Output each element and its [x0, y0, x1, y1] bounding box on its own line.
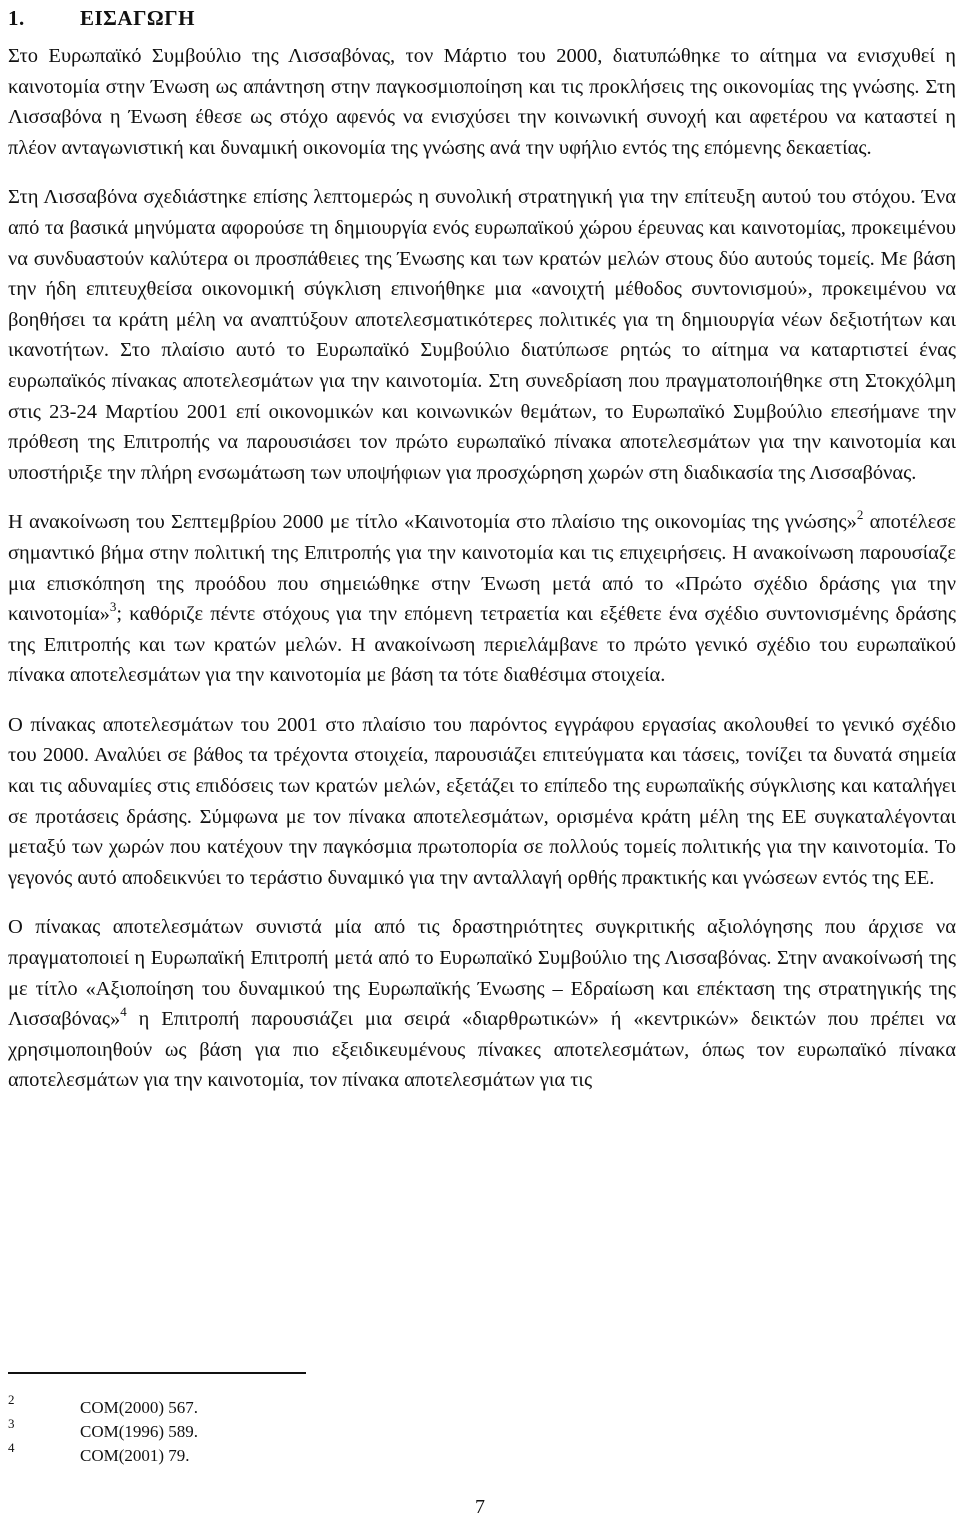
section-number: 1. — [8, 6, 25, 30]
paragraph-3-text-b: αποτέλεσε σημαντικό βήμα στην πολιτική της Επιτροπής για την καινοτομία και τις επιχειρήσεις. Η ανακοίνωση παρουσίαζε μια επισκόπηση της προόδου που σημειώθηκε στην Ένωση μετά από το «Πρώτο σχέδιο δράσης για την καινοτομία» — [8, 511, 956, 626]
footnote-mark: 4 — [8, 1440, 15, 1455]
section-heading — [8, 0, 956, 41]
footnotes — [8, 1392, 608, 1468]
section-title: ΕΙΣΑΓΩΓΗ — [80, 6, 195, 30]
footnote-ref-4: 4 — [120, 1004, 127, 1020]
footnote — [8, 1392, 608, 1420]
paragraph-5-text-a: Ο πίνακας αποτελεσμάτων συνιστά μία από τις δραστηριότητες συγκριτικής αξιολόγησης που άρχισε να πραγματοποιεί η Ευρωπαϊκή Επιτροπή μετά από το Ευρωπαϊκό Συμβούλιο της Λισσαβόνας. Στην ανακοίνωσή της με τίτλο «Αξιοποίηση του δυναμικού της Ευρωπαϊκής Ένωσης – Εδραίωση και επέκταση της στρατηγικής της Λισσαβόνας» — [8, 916, 956, 1031]
footnote — [8, 1416, 608, 1444]
footnote-separator — [8, 1372, 306, 1374]
paragraph-5 — [8, 912, 956, 1096]
paragraph-3-text-a: Η ανακοίνωση του Σεπτεμβρίου 2000 με τίτλο «Καινοτομία στο πλαίσιο της οικονομίας της γνώσης» — [8, 511, 857, 534]
paragraph-3 — [8, 507, 956, 691]
page-number: 7 — [475, 1496, 485, 1518]
paragraph-4: Ο πίνακας αποτελεσμάτων του 2001 στο πλαίσιο του παρόντος εγγράφου εργασίας ακολουθεί το γενικό σχέδιο του 2000. Αναλύει σε βάθος τα τρέχοντα στοιχεία, παρουσιάζει επιτεύγματα και τάσεις, τονίζει τα δυνατά σημεία και τις αδυναμίες στις επιδόσεις των κρατών μελών, εξετάζει το επίπεδο της ευρωπαϊκής σύγκλισης και καταλήγει σε προτάσεις δράσης. Σύμφωνα με τον πίνακα αποτελεσμάτων, ορισμένα κράτη μέλη της ΕΕ συγκαταλέγονται μεταξύ των χωρών που κατέχουν την παγκόσμια πρωτοπορία σε πολλούς τομείς πολιτικής για την καινοτομία. Το γεγονός αυτό αποδεικνύει το τεράστιο δυναμικό για την ανταλλαγή ορθής πρακτικής και γνώσεων εντός της ΕΕ. — [8, 713, 956, 889]
footnote-ref-2: 2 — [856, 507, 864, 523]
paragraph-1: Στο Ευρωπαϊκό Συμβούλιο της Λισσαβόνας, τον Μάρτιο του 2000, διατυπώθηκε το αίτημα να ενισχυθεί η καινοτομία στην Ένωση ως απάντηση στην παγκοσμιοποίηση και τις προκλήσεις της οικονομίας της γνώσης. Στη Λισσαβόνα η Ένωση έθεσε ως στόχο αφενός να ενισχύσει την κοινωνική συνοχή και αφετέρου να καταστεί η πλέον ανταγωνιστική και δυναμική οικονομία της γνώσης ανά την υφήλιο εντός της επόμενης δεκαετίας. — [8, 45, 956, 159]
footnote-text: COM(2000) 567. — [80, 1398, 199, 1417]
paragraph-2: Στη Λισσαβόνα σχεδιάστηκε επίσης λεπτομερώς η συνολική στρατηγική για την επίτευξη αυτού του στόχου. Ένα από τα βασικά μηνύματα αφορούσε τη δημιουργία ενός ευρωπαϊκού χώρου έρευνας και καινοτομίας, προκειμένου να συνδυαστούν καλύτερα οι προσπάθειες της Ένωσης και των κρατών μελών στους δύο αυτούς τομείς. Με βάση την ήδη επιτευχθείσα οικονομική σύγκλιση επινοήθηκε μια «ανοιχτή μέθοδος συντονισμού», προκειμένου να βοηθήσει τα κράτη μέλη να αναπτύξουν αποτελεσματικότερες πολιτικές για τη δημιουργία νέων δεξιοτήτων και ικανοτήτων. Στο πλαίσιο αυτό το Ευρωπαϊκό Συμβούλιο διατύπωσε ρητώς το αίτημα να καταρτιστεί ένας ευρωπαϊκός πίνακας αποτελεσμάτων για την καινοτομία. Στη συνεδρίαση που πραγματοποιήθηκε στη Στοκχόλμη στις 23-24 Μαρτίου 2001 επί οικονομικών και κοινωνικών θεμάτων, το Ευρωπαϊκό Συμβούλιο επεσήμανε την πρόθεση της Επιτροπής να παρουσιάσει τον πρώτο ευρωπαϊκό πίνακα αποτελεσμάτων για την καινοτομία και υποστήριξε την πλήρη ενσωμάτωση των υποψήφιων για προσχώρηση χωρών στη διαδικασία της Λισσαβόνας. — [8, 186, 956, 484]
paragraph-3-text-c: ; καθόριζε πέντε στόχους για την επόμενη τετραετία και εξέθετε ένα σχέδιο συντονισμένης δράσης της Επιτροπής και των κρατών μελών. Η ανακοίνωση περιελάμβανε το πρώτο γενικό σχέδιο του ευρωπαϊκού πίνακα αποτελεσμάτων για την καινοτομία με βάση τα τότε διαθέσιμα στοιχεία. — [8, 603, 956, 687]
footnote-ref-3: 3 — [109, 599, 117, 615]
footnote-text: COM(1996) 589. — [80, 1422, 199, 1441]
document-page — [8, 0, 956, 1115]
footnote-mark: 3 — [8, 1416, 15, 1431]
paragraph-5-text-b: η Επιτροπή παρουσιάζει μια σειρά «διαρθρωτικών» ή «κεντρικών» δεικτών που πρέπει να χρησιμοποιηθούν ως βάση για πιο εξειδικευμένους πίνακες αποτελεσμάτων, όπως τον ευρωπαϊκό πίνακα αποτελεσμάτων για την καινοτομία, τον πίνακα αποτελεσμάτων για τις — [8, 1008, 956, 1092]
footnote-text: COM(2001) 79. — [80, 1446, 190, 1465]
footnote-mark: 2 — [8, 1392, 15, 1407]
footnote — [8, 1440, 608, 1468]
